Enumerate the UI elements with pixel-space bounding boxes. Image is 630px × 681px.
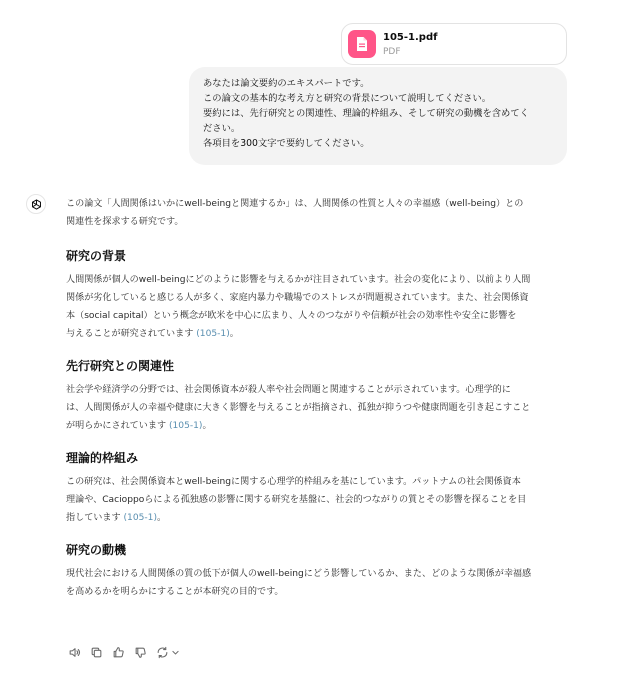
thumbs-up-icon[interactable] xyxy=(110,644,126,660)
section-heading-motivation: 研究の動機 xyxy=(66,543,127,557)
speaker-icon[interactable] xyxy=(66,644,82,660)
response-line-with-citation: 与えることが研究されています (105-1)。 xyxy=(66,329,239,339)
section-heading-prior-research: 先行研究との関連性 xyxy=(66,359,175,373)
citation-link[interactable]: (105-1) xyxy=(123,513,158,523)
citation-link[interactable]: (105-1) xyxy=(168,421,203,431)
response-line: 社会学や経済学の分野では、社会関係資本が殺人率や社会問題と関連することが示されています。心理学的に xyxy=(66,385,511,395)
regenerate-icon[interactable] xyxy=(154,644,170,660)
user-message-line: あなたは論文要約のエキスパートです。 xyxy=(203,78,370,89)
assistant-message xyxy=(66,195,576,601)
copy-icon[interactable] xyxy=(88,644,104,660)
attachment-type: PDF xyxy=(383,47,401,57)
section-body-framework xyxy=(66,473,576,527)
response-line: 関係が劣化していると感じる人が多く、家庭内暴力や職場でのストレスが問題視されています。また、社会関係資 xyxy=(66,293,529,303)
user-message-line: 各項目を300文字で要約してください。 xyxy=(203,138,370,149)
section-heading-framework: 理論的枠組み xyxy=(66,451,139,465)
response-line: 与えることが研究されています xyxy=(66,329,194,339)
response-line: 理論や、Cacioppoらによる孤独感の影響に関する研究を基盤に、社会的つながりの質とその影響を探ることを目 xyxy=(66,495,527,505)
section-heading-background: 研究の背景 xyxy=(66,249,127,263)
response-line-with-citation: が明らかにされています (105-1)。 xyxy=(66,421,212,431)
attachment-name: 105-1.pdf xyxy=(383,32,438,43)
response-line: この研究は、社会関係資本とwell-beingに関する心理学的枠組みを基にしています。パットナムの社会関係資本 xyxy=(66,477,521,487)
message-actions xyxy=(66,644,186,660)
user-message xyxy=(189,67,567,165)
openai-logo-icon xyxy=(26,194,46,214)
user-message-line: ださい。 xyxy=(203,123,241,134)
response-line: 本（social capital）という概念が欧米を中心に広まり、人々のつながりや信頼が社会の効率性や安全に影響を xyxy=(66,311,517,321)
section-body-prior-research xyxy=(66,381,576,435)
response-line: を高めるかを明らかにすることが本研究の目的です。 xyxy=(66,587,284,597)
response-line: 人間関係が個人のwell-beingにどのように影響を与えるかが注目されています。社会の変化により、以前より人間 xyxy=(66,275,531,285)
attachment-card[interactable] xyxy=(341,23,567,65)
response-line-with-citation: 指しています (105-1)。 xyxy=(66,513,167,523)
user-message-line: 要約には、先行研究との関連性、理論的枠組み、そして研究の動機を含めてく xyxy=(203,108,529,119)
response-line: 指しています xyxy=(66,513,121,523)
document-icon xyxy=(348,30,376,58)
thumbs-down-icon[interactable] xyxy=(132,644,148,660)
section-body-background xyxy=(66,271,576,343)
citation-link[interactable]: (105-1) xyxy=(196,329,230,339)
chevron-down-icon[interactable] xyxy=(170,644,180,660)
user-message-line: この論文の基本的な考え方と研究の背景について説明してください。 xyxy=(203,93,492,104)
section-body-motivation xyxy=(66,565,576,601)
response-line: 現代社会における人間関係の質の低下が個人のwell-beingにどう影響しているか、また、どのような関係が幸福感 xyxy=(66,569,532,579)
response-intro xyxy=(66,195,576,231)
response-line: は、人間関係が人の幸福や健康に大きく影響を与えることが指摘され、孤独が抑うつや健康問題を引き起こすこと xyxy=(66,403,531,413)
response-line: が明らかにされています xyxy=(66,421,167,431)
response-line: 関連性を探求する研究です。 xyxy=(66,217,184,227)
response-line: この論文「人間関係はいかにwell-beingと関連するか」は、人間関係の性質と人々の幸福感（well-being）との xyxy=(66,199,524,209)
